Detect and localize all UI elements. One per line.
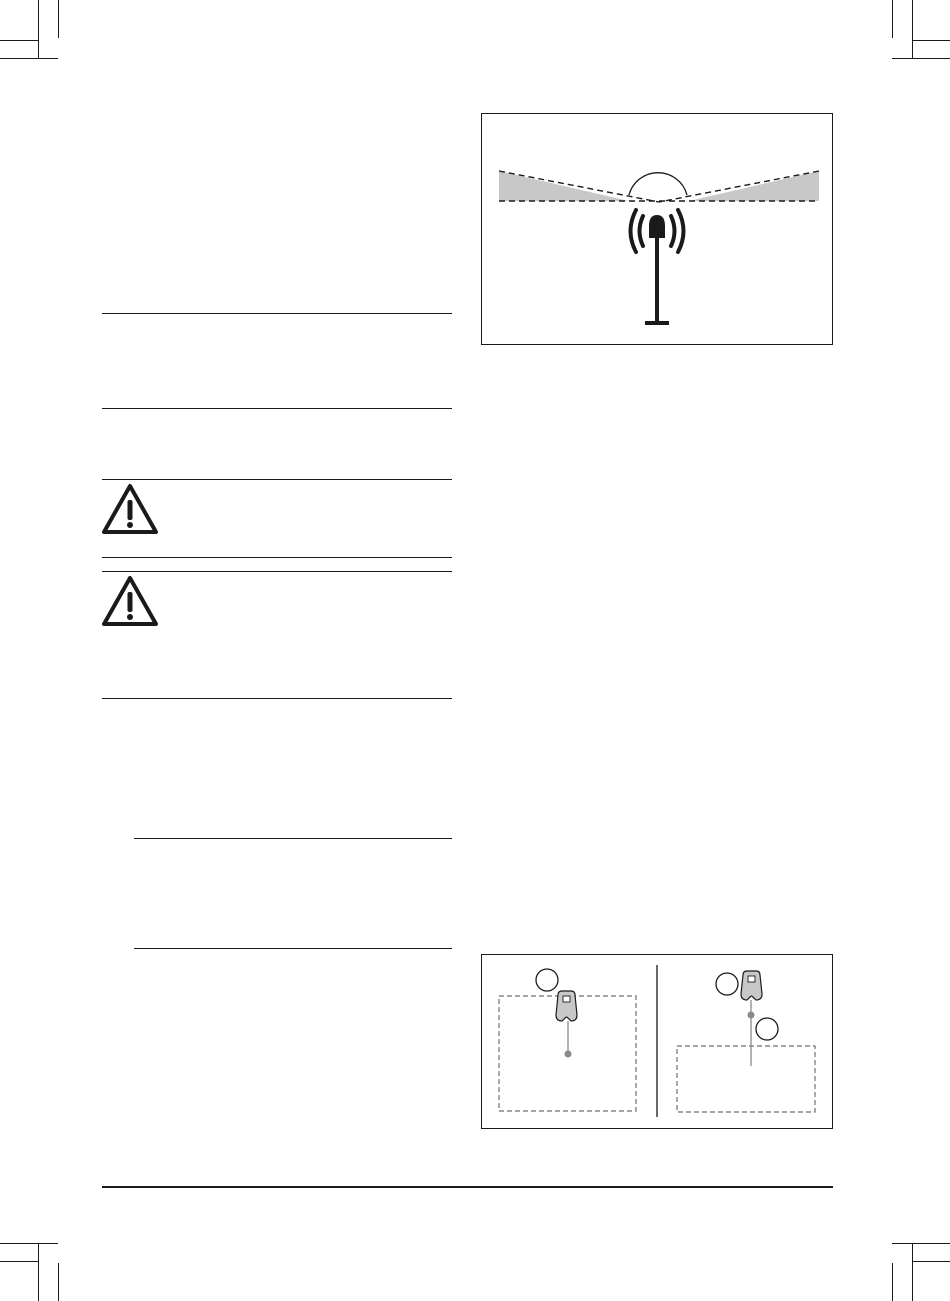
section-rule [102, 313, 452, 314]
angle-arc [629, 173, 687, 195]
note-rule [134, 838, 452, 839]
callout-circle [756, 1018, 778, 1040]
mower-position-illustration [482, 955, 834, 1130]
warning-top-rule [102, 479, 452, 480]
signal-zone-right [689, 171, 819, 201]
mower-position-figure [481, 954, 833, 1129]
warning-bottom-rule [102, 698, 452, 699]
callout-circle [536, 969, 558, 991]
callout-circle [716, 973, 738, 995]
section-rule [102, 408, 452, 409]
note-rule [134, 948, 452, 949]
robotic-mower-icon [741, 971, 762, 1000]
footer-rule [102, 1186, 833, 1188]
antenna-angle-figure [481, 113, 833, 345]
warning-bottom-rule [102, 557, 452, 558]
guide-wire-antenna-icon [631, 210, 684, 325]
warning-triangle-icon [101, 483, 159, 535]
robotic-mower-icon [556, 991, 577, 1021]
signal-zone-left [499, 171, 629, 201]
antenna-angle-illustration [482, 114, 834, 346]
warning-top-rule [102, 571, 452, 572]
working-area-right [677, 1046, 815, 1112]
warning-triangle-icon [101, 575, 159, 627]
